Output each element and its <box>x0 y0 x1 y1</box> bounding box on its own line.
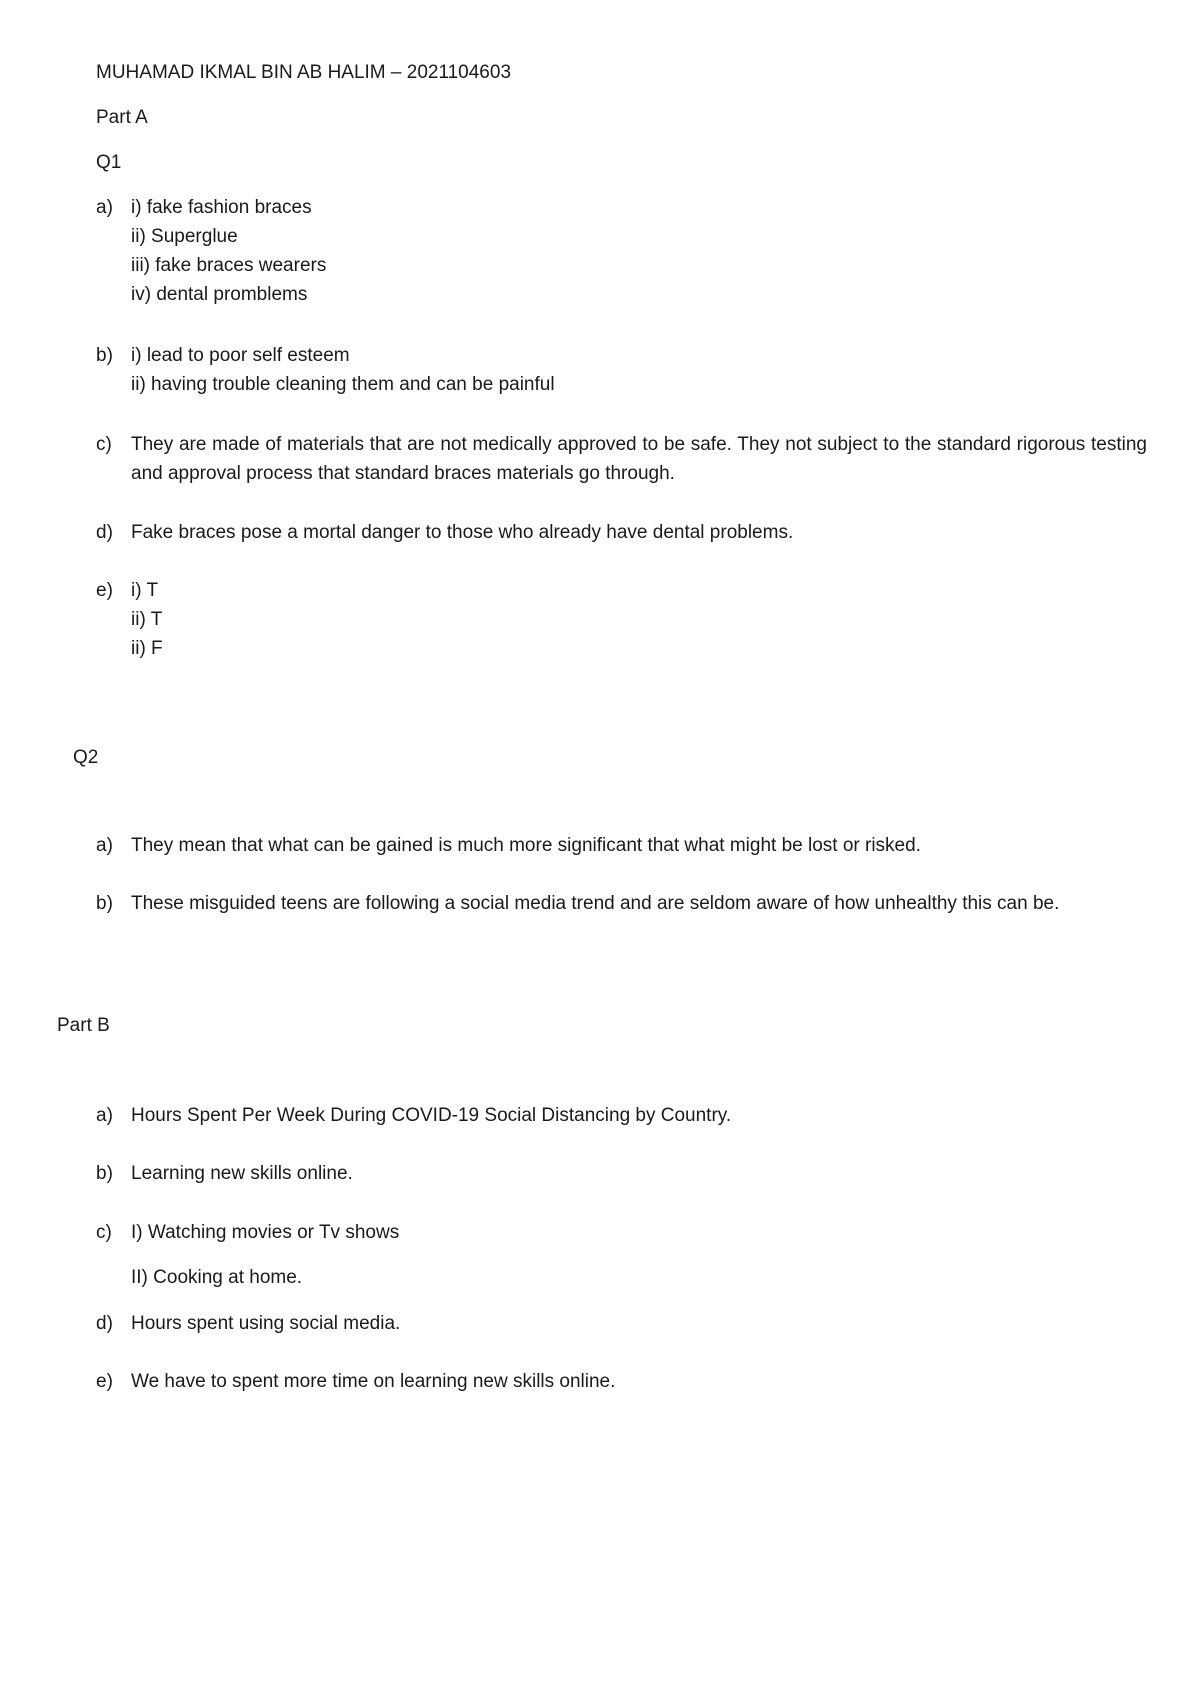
part-b-c-item: I) Watching movies or Tv shows <box>131 1222 400 1243</box>
q1-d-marker: d) <box>96 522 113 543</box>
student-name-id: MUHAMAD IKMAL BIN AB HALIM – 2021104603 <box>96 62 512 83</box>
part-b-e-marker: e) <box>96 1371 113 1392</box>
part-b-heading: Part B <box>57 1015 110 1036</box>
q1-a-answer <box>131 193 326 309</box>
q1-a-item: i) fake fashion braces <box>131 197 312 218</box>
part-b-d-answer: Hours spent using social media. <box>131 1313 401 1334</box>
q1-c-answer: They are made of materials that are not medically approved to be safe. They not subject to the standard rigorous testing and approval process that standard braces materials go through. <box>131 434 1147 484</box>
q2-a-marker: a) <box>96 835 113 856</box>
q1-e-marker: e) <box>96 580 113 601</box>
q1-label: Q1 <box>96 152 122 173</box>
q1-b-item: ii) having trouble cleaning them and can be painful <box>131 374 555 395</box>
q2-b-marker: b) <box>96 893 113 914</box>
q1-a-item: iv) dental promblems <box>131 284 308 305</box>
q1-b-item: i) lead to poor self esteem <box>131 345 350 366</box>
q1-b-marker: b) <box>96 345 113 366</box>
part-b-d-marker: d) <box>96 1313 113 1334</box>
part-b-b-answer: Learning new skills online. <box>131 1163 353 1184</box>
part-a-heading: Part A <box>96 107 148 128</box>
q1-e-item: i) T <box>131 580 159 601</box>
part-b-c-answer <box>131 1210 399 1300</box>
q1-e-answer <box>131 576 163 663</box>
q1-e-item: ii) T <box>131 609 163 630</box>
q2-label: Q2 <box>73 747 99 768</box>
q1-e-item: ii) F <box>131 638 163 659</box>
q1-d-answer: Fake braces pose a mortal danger to those who already have dental problems. <box>131 522 794 543</box>
q2-b-answer: These misguided teens are following a social media trend and are seldom aware of how unhealthy this can be. <box>131 893 1060 914</box>
q1-b-answer <box>131 341 555 399</box>
q1-a-marker: a) <box>96 197 113 218</box>
part-b-e-answer: We have to spent more time on learning new skills online. <box>131 1371 616 1392</box>
part-b-c-item: II) Cooking at home. <box>131 1267 303 1288</box>
q2-a-answer: They mean that what can be gained is much more significant that what might be lost or risked. <box>131 835 921 856</box>
part-b-c-marker: c) <box>96 1222 112 1243</box>
part-b-a-marker: a) <box>96 1105 113 1126</box>
q1-c-marker: c) <box>96 434 112 455</box>
q1-a-item: ii) Superglue <box>131 226 238 247</box>
part-b-b-marker: b) <box>96 1163 113 1184</box>
q1-a-item: iii) fake braces wearers <box>131 255 327 276</box>
part-b-a-answer: Hours Spent Per Week During COVID-19 Social Distancing by Country. <box>131 1105 732 1126</box>
